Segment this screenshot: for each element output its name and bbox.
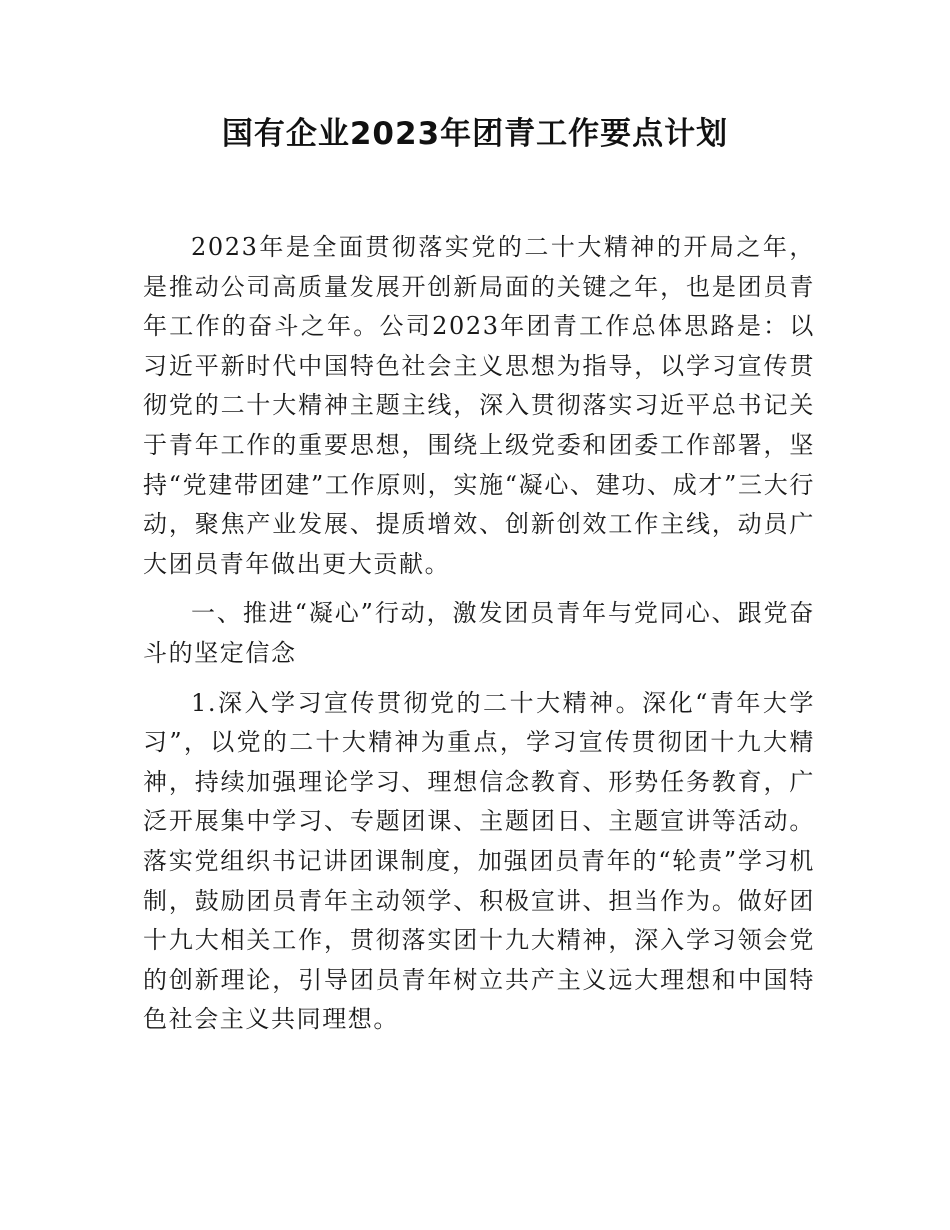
item-paragraph-1: 1.深入学习宣传贯彻党的二十大精神。深化“青年大学习”，以党的二十大精神为重点，学习宣传贯彻团十九大精神，持续加强理论学习、理想信念教育、形势任务教育，广泛开展集中学习、专题团课、主题团日、主题宣讲等活动。落实党组织书记讲团课制度，加强团员青年的“轮责”学习机制，鼓励团员青年主动领学、积极宣讲、担当作为。做好团十九大相关工作，贯彻落实团十九大精神，深入学习领会党的创新理论，引导团员青年树立共产主义远大理想和中国特色社会主义共同理想。 [143, 688, 815, 1034]
section-heading-1: 一、推进“凝心”行动，激发团员青年与党同心、跟党奋斗的坚定信念 [143, 599, 815, 667]
document-body [143, 228, 815, 1050]
document-title: 国有企业2023年团青工作要点计划 [221, 116, 729, 152]
intro-paragraph: 2023年是全面贯彻落实党的二十大精神的开局之年，是推动公司高质量发展开创新局面的关键之年，也是团员青年工作的奋斗之年。公司2023年团青工作总体思路是：以习近平新时代中国特色社会主义思想为指导，以学习宣传贯彻党的二十大精神主题主线，深入贯彻落实习近平总书记关于青年工作的重要思想，围绕上级党委和团委工作部署，坚持“党建带团建”工作原则，实施“凝心、建功、成才”三大行动，聚焦产业发展、提质增效、创新创效工作主线，动员广大团员青年做出更大贡献。 [143, 233, 815, 578]
